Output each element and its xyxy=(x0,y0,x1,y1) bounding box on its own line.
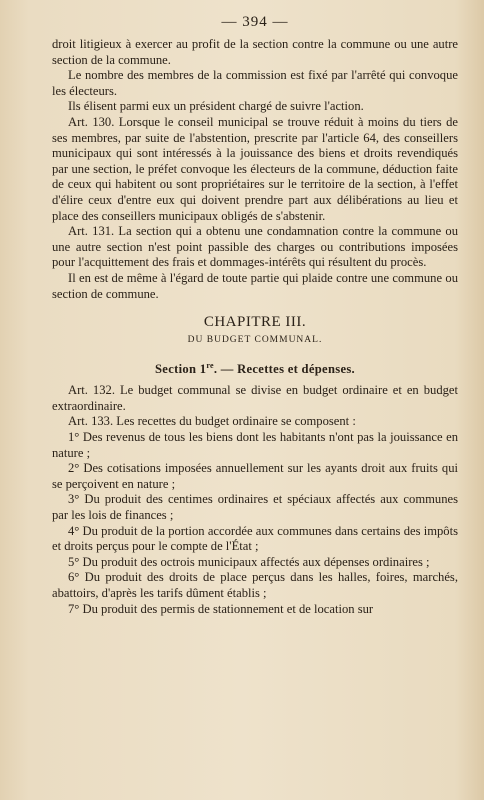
paragraph: 6° Du produit des droits de place perçus dans les halles, foires, marchés, abattoirs, d'après les tarifs dûment établis ; xyxy=(52,570,458,600)
paragraph: Ils élisent parmi eux un président chargé de suivre l'action. xyxy=(68,99,364,114)
body-text-bottom xyxy=(52,383,458,617)
paragraph: Il en est de même à l'égard de toute partie qui plaide contre une commune ou section de commune. xyxy=(52,270,458,301)
body-text-top xyxy=(52,37,458,302)
chapter-subtitle: DU BUDGET COMMUNAL. xyxy=(187,335,323,346)
paragraph: Art. 130. Lorsque le conseil municipal se trouve réduit à moins du tiers de ses membres, par suite de l'abstention, prescrite par l'article 64, des conseillers municipaux qui sont intéressés à la jouissance des biens et droits revendiqués par une section, le préfet convoque les électeurs de la commune, déduction faite de ceux qui habitent ou sont propriétaires sur le territoire de la section, à l'effet d'élire ceux d'entre eux qui doivent prendre part aux délibérations au lieu et place des conseillers municipaux obligés de s'abstenir. xyxy=(52,114,458,223)
paragraph: Art. 132. Le budget communal se divise en budget ordinaire et en budget extraordinaire. xyxy=(52,383,458,413)
paragraph: 3° Du produit des centimes ordinaires et spéciaux affectés aux communes par les lois de finances ; xyxy=(52,492,458,523)
paragraph: Art. 133. Les recettes du budget ordinaire se composent : xyxy=(68,414,356,429)
paragraph: 4° Du produit de la portion accordée aux communes dans certains des impôts et droits perçus pour le compte de l'État ; xyxy=(52,523,458,554)
paragraph: 5° Du produit des octrois municipaux affectés aux dépenses ordinaires ; xyxy=(68,554,430,569)
paragraph: 7° Du produit des permis de stationnement et de location sur xyxy=(68,601,374,616)
paragraph: 2° Des cotisations imposées annuellement sur les ayants droit aux fruits qui se perçoivent en nature ; xyxy=(52,461,458,491)
paragraph: 1° Des revenus de tous les biens dont les habitants n'ont pas la jouissance en nature ; xyxy=(52,430,458,460)
paragraph: droit litigieux à exercer au profit de la section contre la commune ou une autre section de la commune. xyxy=(52,37,458,67)
page-number: — 394 — xyxy=(221,14,289,30)
paragraph: Art. 131. La section qui a obtenu une condamnation contre la commune ou une autre section n'est point passible des charges ou contributions imposées pour l'acquittement des frais et dommages-intérêts qui résultent du procès. xyxy=(52,224,458,270)
paragraph: Le nombre des membres de la commission est fixé par l'arrêté qui convoque les électeurs. xyxy=(52,68,458,98)
section-heading-prefix: Section 1 xyxy=(155,362,207,377)
chapter-title: CHAPITRE III. xyxy=(203,314,307,331)
section-heading xyxy=(52,361,458,377)
section-heading-sup: re xyxy=(206,361,214,371)
section-heading-rest: . — Recettes et dépenses. xyxy=(213,362,355,377)
